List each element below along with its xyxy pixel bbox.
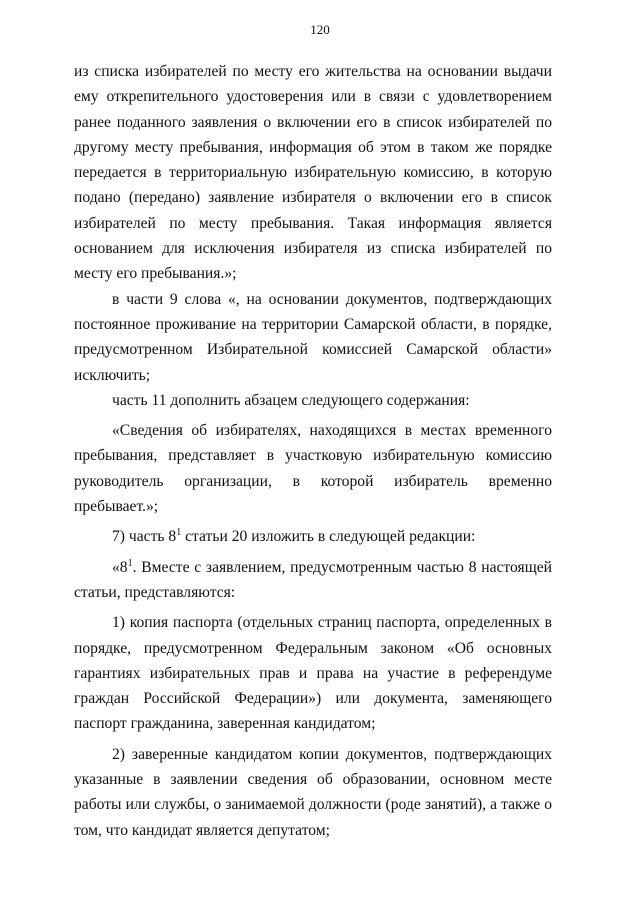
page-number: 120 [310,22,330,37]
part-8-1-text-after: . Вместе с заявлением, предусмотренным частью 8 настоящей статьи, представляются: [74,558,552,601]
part-8-1-superscript: 1 [127,557,133,569]
paragraph-part-11: часть 11 дополнить абзацем следующего содержания: [112,391,470,409]
paragraph-part-8-1 [74,555,552,606]
paragraph-item-7 [74,524,552,549]
paragraph-subitem-2: 2) заверенные кандидатом копии документов, подтверждающих указанные в заявлении сведения об образовании, основном месте работы или службы, о занимаемой должности (роде занятий), а также о том, что кандидат является депутатом; [74,745,552,839]
document-body [74,59,552,843]
part-8-1-text-before: «8 [112,558,128,576]
item-7-text-before: 7) часть 8 [112,528,177,546]
paragraph-continuation: из списка избирателей по месту его жительства на основании выдачи ему открепительного удостоверения или в связи с удовлетворением ранее поданного заявления о включении его в список избирателей по другому месту пребывания, информация об этом в таком же порядке передается в территориальную избирательную комиссию, в которую подано (передано) заявление избирателя о включении его в список избирателей по месту пребывания. Такая информация является основанием для исключения избирателя из списка избирателей по месту его пребывания.»; [74,63,552,283]
paragraph-part-9: в части 9 слова «, на основании документов, подтверждающих постоянное проживание на территории Самарской области, в порядке, предусмотренном Избирательной комиссией Самарской области» исключить; [74,290,552,384]
item-7-superscript: 1 [176,527,182,539]
item-7-text-after: статьи 20 изложить в следующей редакции: [181,528,476,546]
paragraph-subitem-1: 1) копия паспорта (отдельных страниц паспорта, определенных в порядке, предусмотренном Федеральным законом «Об основных гарантиях избирательных прав и права на участие в референдуме граждан Российской Федерации») или документа, заменяющего паспорт гражданина, заверенная кандидатом; [74,614,552,733]
paragraph-quote-temporary-stay: «Сведения об избирателях, находящихся в местах временного пребывания, представляет в участковую избирательную комиссию руководитель организации, в которой избиратель временно пребывает.»; [74,422,552,516]
